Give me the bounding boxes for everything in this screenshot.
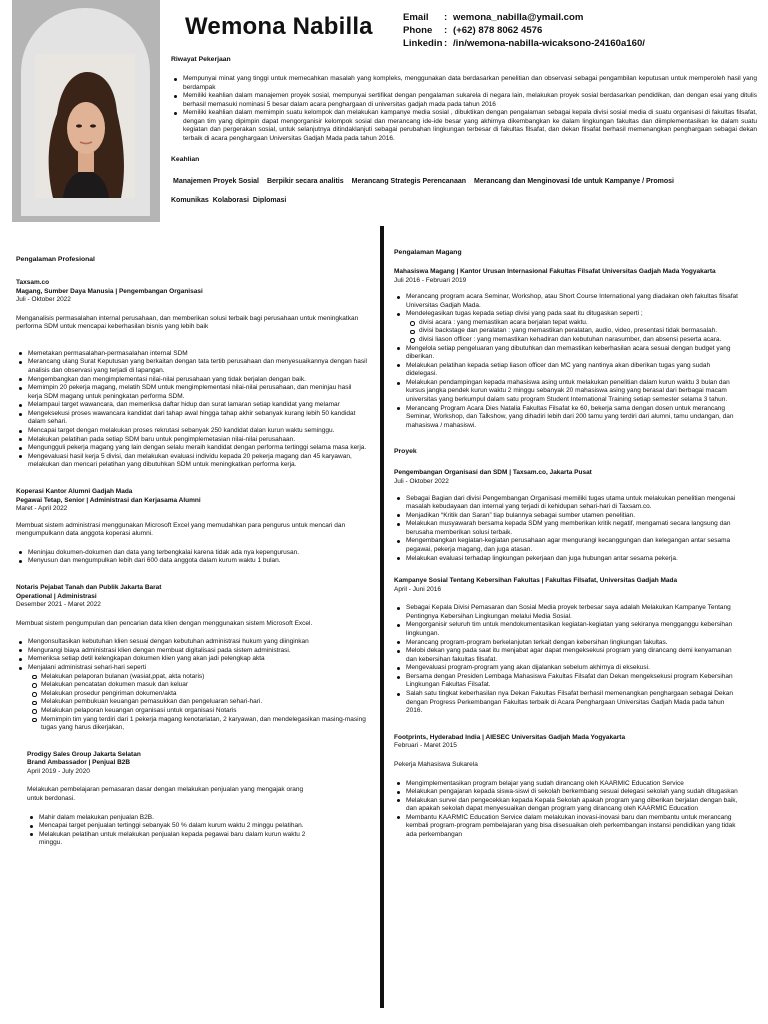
skill: Merancang Strategis Perencanaan xyxy=(351,177,467,185)
candidate-name: Wemona Nabilla xyxy=(185,13,373,40)
contact-email[interactable]: Email : wemona_nabilla@ymail.com xyxy=(403,12,584,23)
contact-info xyxy=(403,11,645,50)
list-item: Meninjau dokumen-dokumen dan data yang terbengkalai karena tidak ada nya kepengurusan. xyxy=(16,549,367,558)
project-entry: Kampanye Sosial Tentang Kebersihan Fakultas | Fakultas Filsafat, Universitas Gadjah Mada April - Juni 2016 Sebagai Kepala Divisi Pemasaran dan Sosial Media proyek terbesar saya adalah Melakukan Kampanye Tentang Pentingnya Kebersihan Lingkungan melalui Media Sosial. Mengorganisir seluruh tim untuk mendokumentasikan kegiatan-kegiatan yang sekiranya mengganggu kebersihan lingkungan. Merancang program-program berkelanjutan terkait dengan kebersihan lingkungan fakultas. Melobi dekan yang pada saat itu menjabat agar dapat mengeksekusi program yang dirancang demi kenyamanan dan kebersihan fakultas filsafat. Mengevaluasi program-program yang akan dijalankan sebelum akhirnya di eksekusi. Bersama dengan Presiden Lembaga Mahasiswa Fakultas Filsafat dan Dekan mengeksekusi program Kebersihan Lingkungan Fakultas Filsafat. Salah satu tingkat keberhasilan nya Dekan Fakultas Filsafat berhasil memenangkan penghargaan sebagai Dekan dengan Progress Perkembangan Fakultas terbaik di Acara Penghargaan Universitas Gadjah Mada pada tahun 2016. xyxy=(394,577,739,716)
list-item: Melakukan pelatihan kepada setiap liason officer dan MC yang nantinya akan diberikan tugas yang sudah didelegasi. xyxy=(394,362,739,379)
sub-list-item: Melakukan pelaporan bulanan (wasiat,ppat, akta notaris) xyxy=(28,673,367,682)
internship-and-projects xyxy=(394,249,739,840)
list-item: Merancang Program Acara Dies Natalia Fakultas Filsafat ke 60, bekerja sama dengan dosen untuk merancang Seminar, Workshop, dan Talkshow, yang dihadiri lebih dari 200 tamu yang terdiri dari alumni, tamu undangan, dan mahasiswa / mahasiswi. xyxy=(394,405,739,431)
list-item: Salah satu tingkat keberhasilan nya Dekan Fakultas Filsafat berhasil memenangkan penghargaan sebagai Dekan dengan Progress Perkembangan Fakultas terbaik di Acara Penghargaan Universitas Gadjah Mada pada tahun 2016. xyxy=(394,690,739,716)
list-item: Mahir dalam melakukan penjualan B2B. xyxy=(27,814,306,823)
list-item: Mengonsultasikan kebutuhan klien sesuai dengan kebutuhan administrasi hukum yang diinginkan xyxy=(16,638,367,647)
list-item: Mencapai target penjualan tertinggi sebanyak 50 % dalam kurum waktu 2 minggu pelatihan. xyxy=(27,822,306,831)
sub-list-item: Melakukan pencatatan dokumen masuk dan keluar xyxy=(28,681,367,690)
job-entry: Taxsam.co Magang, Sumber Daya Manusia | Pengembangan Organisasi Juli - Oktober 2022 Menganalisis permasalahan internal perusahaan, dan memberikan solusi terbaik bagi perusahaan untuk meningkatkan performa SDM untuk mencapai keberhasilan bisnis yang lebih baik Memetakan permasalahan-permasalahan internal SDM Merancang ulang Surat Keputusan yang berkaitan dengan tata tertib perusahaan dan menyesuaikannya dengan hasil analisis dan observasi yang terjadi di lapangan. Mengembangkan dan mengimplementasi nilai-nilai perusahaan yang tidak berjalan dengan baik. Memimpin 20 pekerja magang, melatih SDM untuk mengimplementasi nilai-nilai perusahaan, dan meninjau hasil kerja SDM magang untuk peningkatan performa SDM. Melampaui target wawancara, dan memeriksa daftar hidup dan surat lamaran setiap kandidat yang melamar Mengeksekusi proses wawancara kandidat dari tahap awal hingga tahap akhir sebanyak kurang lebih 50 kandidat dalam sehari. Mencapai target dengan melakukan proses rekrutasi sebanyak 250 kandidat dalan kurun waktu seminggu. Melakukan pelatihan pada setiap SDM baru untuk pengimplemetasian nilai-nilai perusahaan. Mengungguli pekerja magang yang lain dengan selalu meraih kandidat dengan performa tertinggi selama masa kerja. Mengevaluasi hasil kerja 5 divisi, dan melakukan evaluasi individu kepada 20 pekerja magang dan 45 karyawan, melakukan dan mencari pelatihan yang dibutuhkan SDM untuk meningkatkan performa kerja. xyxy=(16,278,367,469)
list-item: Melakukan evaluasi terhadap lingkungan pekerjaan dan juga hubungan antar sesama pekerja. xyxy=(394,555,739,564)
list-item: Mendelegasikan tugas kepada setiap divisi yang pada saat itu ditugaskan seperti ; xyxy=(394,310,739,319)
list-item: Mengungguli pekerja magang yang lain dengan selalu meraih kandidat dengan performa tertinggi selama masa kerja. xyxy=(16,444,367,453)
magang-title: Pengalaman Magang xyxy=(394,249,462,256)
list-item: Menjadikan “Kritik dan Saran” tiap bulannya sebagai sumber utamen penelitian. xyxy=(394,512,739,521)
sub-list-item: divisi liason officer : yang memastikan kehadiran dan kebutuhan narasumber, dan absensi peserta acara. xyxy=(406,336,739,345)
list-item: Merancang ulang Surat Keputusan yang berkaitan dengan tata tertib perusahaan dan menyesuaikannya dengan hasil analisis dan observasi yang terjadi di lapangan. xyxy=(16,358,367,375)
skill: Merancang dan Menginovasi Ide untuk Kampanye / Promosi xyxy=(474,177,674,185)
column-divider xyxy=(380,226,384,1008)
list-item: Sebagai Kepala Divisi Pemasaran dan Sosial Media proyek terbesar saya adalah Melakukan Kampanye Tentang Pentingnya Kebersihan Lingkungan melalui Media Sosial. xyxy=(394,604,739,621)
list-item: Mengevaluasi hasil kerja 5 divisi, dan melakukan evaluasi individu kepada 20 pekerja magang dan 45 karyawan, melakukan dan mencari pelatihan yang dibutuhkan SDM untuk meningkatkan performa kerja. xyxy=(16,453,367,470)
skills-row xyxy=(171,196,757,205)
sub-list-item: divisi acara : yang memastikan acara berjalan tepat waktu. xyxy=(406,319,739,328)
list-item: Memiliki keahlian dalam manajemen proyek sosial, mempunyai sertifikat dengan pengalaman sukarela di negara lain, melakukan proyek sosial berdasarkan pendidikan, dan dengan esai yang ditulis berhasil memasuki nominasi 5 besar dalam acara penghargaan di universitas gadjah mada pada tahun 2016 xyxy=(171,92,757,109)
list-item: Mencapai target dengan melakukan proses rekrutasi sebanyak 250 kandidat dalan kurun waktu seminggu. xyxy=(16,427,367,436)
list-item: Melakukan pelatihan pada setiap SDM baru untuk pengimplemetasian nilai-nilai perusahaan. xyxy=(16,436,367,445)
sub-list-item: Memimpin tim yang terdiri dari 1 pekerja magang kenotariatan, 2 karyawan, dan mendelegasikan masing-masing tugas yang harus dikerjakan, xyxy=(28,716,367,733)
list-item: Memimpin 20 pekerja magang, melatih SDM untuk mengimplementasi nilai-nilai perusahaan, dan meninjau hasil kerja SDM magang untuk peningkatan performa SDM. xyxy=(16,384,367,401)
list-item: Memeriksa setiap detil kelengkapan dokumen klien yang akan jadi pelengkap akta xyxy=(16,655,367,664)
keahlian-title: Keahlian xyxy=(171,155,200,163)
job-entry: Notaris Pejabat Tanah dan Publik Jakarta Barat Operational | Administrasi Desember 2021 - Maret 2022 Membuat sistem pengumpulan dan pencarian data klien dengan menggunakan sistem Microsoft Excel. Mengonsultasikan kebutuhan klien sesuai dengan kebutuhan administrasi hukum yang diinginkan Mengurangi biaya administrasi klien dengan membuat digitalisasi pada sistem administrasi. Memeriksa setiap detil kelengkapan dokumen klien yang akan jadi pelengkap akta Menjalani administrasi sehari-hari seperti Melakukan pelaporan bulanan (wasiat,ppat, akta notaris) Melakukan pencatatan dokumen masuk dan keluar Melakukan prosedur pengiriman dokumen/akta Melakukan pembukuan keuangan pemasukkan dan pengeluaran sehari-hari. Melakukan pelaporan keuangan organisasi untuk organisasi Notaris Memimpin tim yang terdiri dari 1 pekerja magang kenotariatan, 2 karyawan, dan mendelegasikan masing-masing tugas yang harus dikerjakan, xyxy=(16,584,366,732)
list-item: Mengeksekusi proses wawancara kandidat dari tahap awal hingga tahap akhir sebanyak kurang lebih 50 kandidat dalam sehari. xyxy=(16,410,367,427)
list-item: Melakukan pengajaran kepada siswa-siswi di sekolah berkembang sesuai delegasi sekolah yang sudah ditugaskan xyxy=(394,788,739,797)
list-item: Mempunyai minat yang tinggi untuk memecahkan masalah yang kompleks, menggunakan data berdasarkan penelitian dan observasi sebagai pengambilan keputusan untuk memperoleh hasil yang berdampak xyxy=(171,75,757,92)
profile-photo xyxy=(35,54,135,198)
sub-list-item: Melakukan prosedur pengiriman dokumen/akta xyxy=(28,690,367,699)
list-item: Mengurangi biaya administrasi klien dengan membuat digitalisasi pada sistem administrasi. xyxy=(16,647,367,656)
list-item: Mengimplementasikan program belajar yang sudah dirancang oleh KAARMIC Education Service xyxy=(394,780,739,789)
list-item: Mengorganisir seluruh tim untuk mendokumentasikan kegiatan-kegiatan yang sekiranya mengganggu kebersihan lingkungan. xyxy=(394,621,739,638)
list-item: Mengelola setiap pengeluaran yang dibutuhkan dan memastikan keberhasilan acara sesuai dengan budget yang diberikan. xyxy=(394,345,739,362)
professional-experience xyxy=(16,256,367,848)
skill: Komunikas xyxy=(171,196,209,204)
list-item: Melakukan musyawarah bersama kepada SDM yang memberikan kritik negatif, mengamati secara langsung dan berusaha memberikan solusi terbaik. xyxy=(394,520,739,537)
skill: Diplomasi xyxy=(252,196,287,204)
list-item: Mengevaluasi program-program yang akan dijalankan sebelum akhirnya di eksekusi. xyxy=(394,664,739,673)
riwayat-title: Riwayat Pekerjaan xyxy=(171,56,231,63)
job-entry: Prodigy Sales Group Jakarta Selatan Brand Ambassador | Penjual B2B April 2019 - July 2020 Melakukan pembelajaran pemasaran dasar dengan melakukan penjualan yang mengajak orang untuk berdonasi. Mahir dalam melakukan penjualan B2B. Mencapai target penjualan tertinggi sebanyak 50 % dalam kurum waktu 2 minggu pelatihan. Melakukan pelatihan untuk melakukan penjualan kepada pegawai baru dalam kurun waktu 2 minggu. xyxy=(27,750,306,847)
riwayat-list xyxy=(171,75,757,144)
contact-linkedin[interactable]: Linkedin : /in/wemona-nabilla-wicaksono-24160a160/ xyxy=(403,38,645,50)
list-item: Melobi dekan yang pada saat itu menjabat agar dapat mengeksekusi program yang dirancang demi kenyamanan dan kebersihan fakultas filsafat. xyxy=(394,647,739,664)
sub-list-item: Melakukan pelaporan keuangan organisasi untuk organisasi Notaris xyxy=(28,707,367,716)
job-entry: Koperasi Kantor Alumni Gadjah Mada Pegawai Tetap, Senior | Administrasi dan Kerjasama Alumni Maret - April 2022 Membuat sistem administrasi menggunakan Microsoft Excel yang memudahkan para pengurus untuk mencari dan mengumpulkann data anggota koperasi alumni. Meninjau dokumen-dokumen dan data yang terbengkalai karena tidak ada nya kepengurusan. Menyusun dan mengumpulkan lebih dari 600 data anggota dalam kurum waktu 1 bulan. xyxy=(16,488,367,566)
contact-phone[interactable]: Phone : (+62) 878 8062 4576 xyxy=(403,25,543,37)
skill: Manajemen Proyek Sosial xyxy=(173,177,259,185)
sub-list-item: Melakukan pembukuan keuangan pemasukkan dan pengeluaran sehari-hari. xyxy=(28,698,367,707)
list-item: Melakukan pendampingan kepada mahasiswa asing untuk melakukan penelitian dalam kurun waktu 3 bulan dan kursus jangka pendek kurun waktu 2 minggu sebanyak 20 mahasiswa asing yang berasal dari berbagai macam universitas yang berkumpul dalam satu program Student International Training setiap semester selama 3 tahun. xyxy=(394,379,739,405)
list-item: Melakukan survei dan pengecekkan kepada Kepala Sekolah apakah program yang diberikan berjalan dengan baik, dan apakah sekolah dapat menyesuaikan dengan program yang dirancang oleh KAARMIC Education xyxy=(394,797,739,814)
skills-row xyxy=(171,177,757,186)
list-item: Melampaui target wawancara, dan memeriksa daftar hidup dan surat lamaran setiap kandidat yang melamar xyxy=(16,401,367,410)
internship-entry: Mahasiswa Magang | Kantor Urusan Internasional Fakultas Filsafat Universitas Gadjah Mada Yogyakarta Juli 2016 - Februari 2019 Merancang program acara Seminar, Workshop, atau Short Course International yang diadakan oleh fakultas filsafat Universitas Gadjah Mada. Mendelegasikan tugas kepada setiap divisi yang pada saat itu ditugaskan seperti ; divisi acara : yang memastikan acara berjalan tepat waktu. divisi backstage dan peralatan : yang memastikan peralatan, audio, video, presentasi tidak bermasalah. divisi liason officer : yang memastikan kehadiran dan kebutuhan narasumber, dan absensi peserta acara. Mengelola setiap pengeluaran yang dibutuhkan dan memastikan keberhasilan acara sesuai dengan budget yang diberikan. Melakukan pelatihan kepada setiap liason officer dan MC yang nantinya akan diberikan tugas yang sudah didelegasi. Melakukan pendampingan kepada mahasiswa asing untuk melakukan penelitian dalam kurun waktu 3 bulan dan kursus jangka pendek kurun waktu 2 minggu sebanyak 20 mahasiswa asing yang berasal dari berbagai macam universitas yang berkumpul dalam satu program Student International Training setiap semester selama 3 tahun. Merancang Program Acara Dies Natalia Fakultas Filsafat ke 60, bekerja sama dengan dosen untuk merancang Seminar, Workshop, dan Talkshow, yang dihadiri lebih dari 200 tamu yang terdiri dari alumni, tamu undangan, dan mahasiswa / mahasiswi. xyxy=(394,267,738,429)
left-section-title: Pengalaman Profesional xyxy=(16,256,95,263)
list-item: Bersama dengan Presiden Lembaga Mahasiswa Fakultas Filsafat dan Dekan mengeksekusi program Kebersihan Lingkungan Fakultas Filsafat. xyxy=(394,673,739,690)
sub-list-item: divisi backstage dan peralatan : yang memastikan peralatan, audio, video, presentasi tidak bermasalah. xyxy=(406,327,739,336)
skill: Kolaborasi xyxy=(212,196,249,204)
list-item: Mengembangkan dan mengimplementasi nilai-nilai perusahaan yang tidak berjalan dengan baik. xyxy=(16,376,367,385)
list-item: Menjalani administrasi sehari-hari seperti xyxy=(16,664,367,673)
list-item: Memiliki keahlian dalam memimpin suatu kelompok dan melakukan kampanye media sosial , dibuktikan dengan pengalaman sebagai kepala divisi sosial media di suatu organisasi di fakultas filsafat, dengan tim yang dipimpin dapat mengorganisir kelompok sosial dan merancang ide-ide besar yang akhirnya dikembangkan ke dalam lingkungan fakultas dan diimplementasikan ke dalam suatu kegiatan dan pergerakan sosial, untuk selanjutnya ditindaklanjuti sebagai perubahan lingkungan terbesar di fakultas filsafat, dan dekan filsafat berhasil memenangkan penghargaan sebagai dekan terbaik di acara penghargaan Universitas Gadjah Mada pada tahun 2016. xyxy=(171,109,757,143)
list-item: Memetakan permasalahan-permasalahan internal SDM xyxy=(16,350,367,359)
list-item: Membantu KAARMIC Education Service dalam melakukan inovasi-inovasi baru dan membantu untuk merancang kembali program-program pembelajaran yang bisa disesuaikan oleh perkembangan instansi pendidikan yang tidak ada perkembangan xyxy=(394,814,739,840)
project-entry: Footprints, Hyderabad India | AIESEC Universitas Gadjah Mada Yogyakarta Februari - Maret 2015 Pekerja Mahasiswa Sukarela Mengimplementasikan program belajar yang sudah dirancang oleh KAARMIC Education Service Melakukan pengajaran kepada siswa-siswi di sekolah berkembang sesuai delegasi sekolah yang sudah ditugaskan Melakukan survei dan pengecekkan kepada Kepala Sekolah apakah program yang diberikan berjalan dengan baik, dan apakah sekolah dapat menyesuaikan dengan program yang dirancang oleh KAARMIC Education Membantu KAARMIC Education Service dalam melakukan inovasi-inovasi baru dan membantu untuk merancang kembali program-program pembelajaran yang bisa disesuaikan oleh perkembangan instansi pendidikan yang tidak ada perkembangan xyxy=(394,733,738,838)
list-item: Menyusun dan mengumpulkan lebih dari 600 data anggota dalam kurum waktu 1 bulan. xyxy=(16,557,367,566)
list-item: Sebagai Bagian dari divisi Pengembangan Organisasi memiliki tugas utama untuk melakukan penelitian mengenai masalah kebudayaan dan internal yang terjadi di kehidupan sehari-hari di Taxsam.co. xyxy=(394,495,739,512)
list-item: Merancang program acara Seminar, Workshop, atau Short Course International yang diadakan oleh fakultas filsafat Universitas Gadjah Mada. xyxy=(394,293,739,310)
project-entry: Pengembangan Organisasi dan SDM | Taxsam.co, Jakarta Pusat Juli - Oktober 2022 Sebagai Bagian dari divisi Pengembangan Organisasi memiliki tugas utama untuk melakukan penelitian mengenai masalah kebudayaan dan internal yang terjadi di kehidupan sehari-hari di Taxsam.co. Menjadikan “Kritik dan Saran” tiap bulannya sebagai sumber utamen penelitian. Melakukan musyawarah bersama kepada SDM yang memberikan kritik negatif, mengamati secara langsung dan berusaha memberikan solusi terbaik. Mengembangkan kegiatan-kegiatan perusahaan agar mengurangi kecanggungan dan kelegangan antar sesama pegawai, pekerja magang, dan juga atasan. Melakukan evaluasi terhadap lingkungan pekerjaan dan juga hubungan antar sesama pekerja. xyxy=(394,469,739,563)
skill: Berpikir secara analitis xyxy=(266,177,344,185)
list-item: Mengembangkan kegiatan-kegiatan perusahaan agar mengurangi kecanggungan dan kelegangan antar sesama pegawai, pekerja magang, dan juga atasan. xyxy=(394,537,739,554)
summary-section xyxy=(171,56,757,205)
list-item: Merancang program-program berkelanjutan terkait dengan kebersihan lingkungan fakultas. xyxy=(394,639,739,648)
proyek-title: Proyek xyxy=(394,448,417,456)
list-item: Melakukan pelatihan untuk melakukan penjualan kepada pegawai baru dalam kurun waktu 2 minggu. xyxy=(27,831,306,848)
